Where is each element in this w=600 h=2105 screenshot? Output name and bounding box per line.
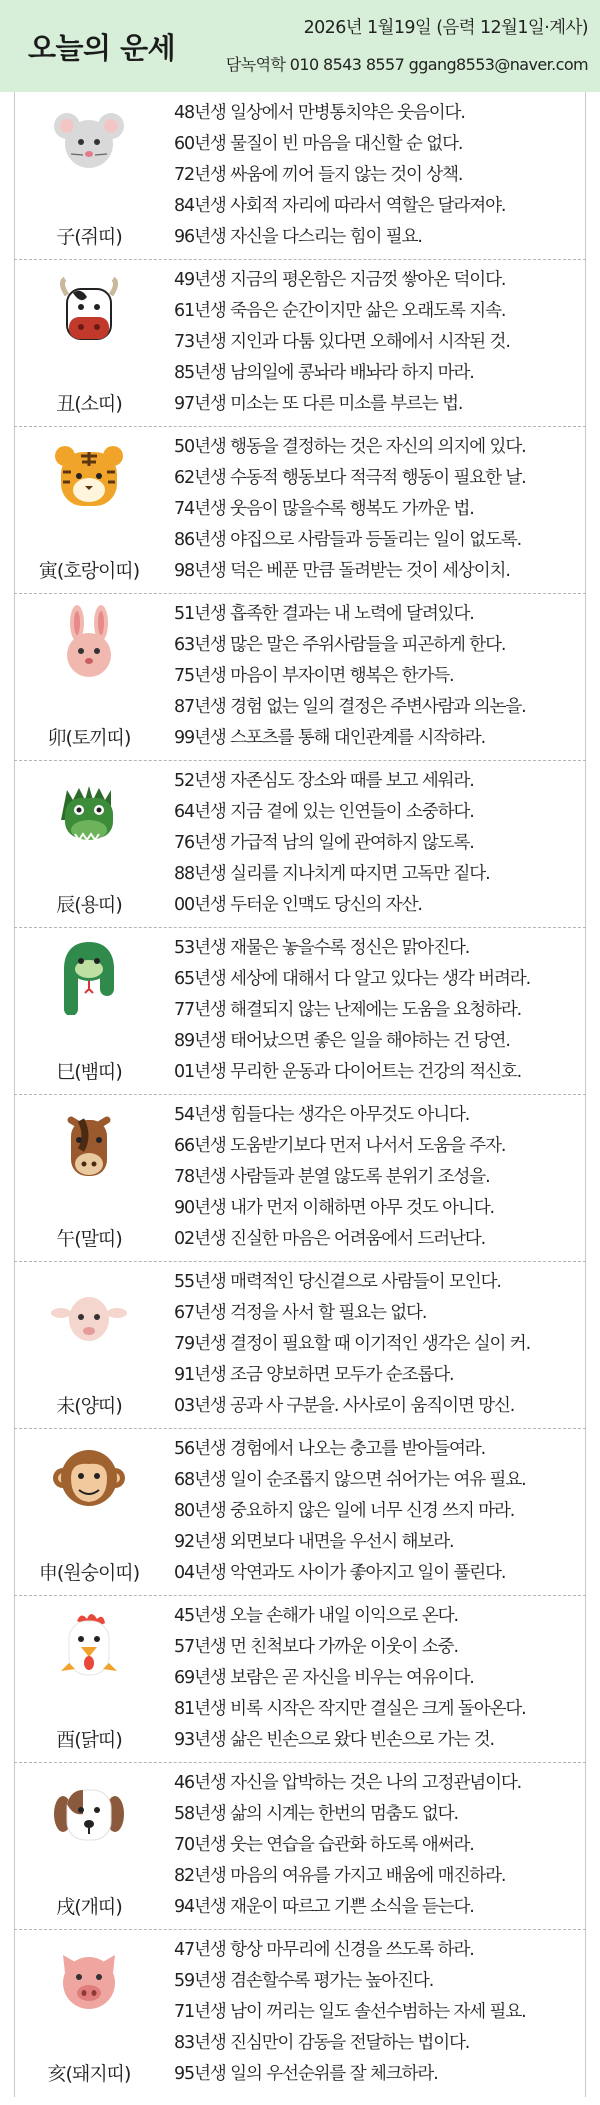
- zodiac-entry: [14, 1929, 586, 2096]
- animal-column: [14, 1929, 164, 2096]
- fortune-line: 46년생 자신을 압박하는 것은 나의 고정관념이다.: [174, 1773, 522, 1793]
- fortune-line: 87년생 경험 없는 일의 결정은 주변사람과 의논을.: [174, 697, 526, 717]
- fortune-line: 98년생 덕은 베푼 만큼 돌려받는 것이 세상이치.: [174, 561, 510, 581]
- fortune-line: 53년생 재물은 놓을수록 정신은 맑아진다.: [174, 938, 470, 958]
- zodiac-label: 亥(돼지띠): [47, 2063, 131, 2085]
- fortune-line: 65년생 세상에 대해서 다 알고 있다는 생각 버려라.: [174, 969, 531, 989]
- zodiac-entry: [14, 92, 586, 259]
- fortune-line: 82년생 마음의 여유를 가지고 배움에 매진하라.: [174, 1866, 506, 1886]
- zodiac-entry: [14, 927, 586, 1094]
- fortune-lines: [174, 432, 579, 587]
- fortune-line: 74년생 웃음이 많을수록 행복도 가까운 법.: [174, 499, 474, 519]
- fortune-lines: [174, 98, 579, 253]
- fortune-line: 73년생 지인과 다툼 있다면 오해에서 시작된 것.: [174, 332, 510, 352]
- fortune-line: 88년생 실리를 지나치게 따지면 고독만 짙다.: [174, 864, 490, 884]
- fortune-lines: [174, 1768, 579, 1923]
- fortune-line: 49년생 지금의 평온함은 지금껏 쌓아온 덕이다.: [174, 270, 506, 290]
- zodiac-label: 寅(호랑이띠): [38, 560, 140, 582]
- zodiac-label: 丑(소띠): [56, 393, 122, 415]
- snake-icon: [51, 939, 127, 1015]
- fortune-line: 59년생 겸손할수록 평가는 높아진다.: [174, 1971, 434, 1991]
- fortune-line: 04년생 악연과도 사이가 좋아지고 일이 풀린다.: [174, 1563, 506, 1583]
- fortune-line: 99년생 스포츠를 통해 대인관계를 시작하라.: [174, 728, 486, 748]
- fortune-line: 45년생 오늘 손해가 내일 이익으로 온다.: [174, 1606, 458, 1626]
- dog-icon: [51, 1774, 127, 1850]
- animal-column: [14, 259, 164, 426]
- animal-column: [14, 92, 164, 259]
- fortune-line: 78년생 사람들과 분열 않도록 분위기 조성을.: [174, 1167, 490, 1187]
- ox-icon: [51, 271, 127, 347]
- fortune-line: 76년생 가급적 남의 일에 관여하지 않도록.: [174, 833, 474, 853]
- animal-column: [14, 1094, 164, 1261]
- date-line: 2026년 1월19일 (음력 12월1일·계사): [303, 18, 588, 38]
- fortune-line: 94년생 재운이 따르고 기쁜 소식을 듣는다.: [174, 1897, 474, 1917]
- fortune-line: 91년생 조금 양보하면 모두가 순조롭다.: [174, 1365, 454, 1385]
- rat-icon: [51, 104, 127, 180]
- animal-column: [14, 760, 164, 927]
- fortune-line: 00년생 두터운 인맥도 당신의 자산.: [174, 895, 422, 915]
- zodiac-label: 未(양띠): [56, 1395, 122, 1417]
- fortune-lines: [174, 599, 579, 754]
- fortune-lines: [174, 1935, 579, 2090]
- fortune-lines: [174, 1601, 579, 1756]
- zodiac-entry: [14, 426, 586, 593]
- zodiac-label: 巳(뱀띠): [56, 1061, 122, 1083]
- fortune-line: 95년생 일의 우선순위를 잘 체크하라.: [174, 2064, 438, 2084]
- fortune-line: 79년생 결정이 필요할 때 이기적인 생각은 실이 커.: [174, 1334, 531, 1354]
- contact-line: 담녹역학 010 8543 8557 ggang8553@naver.com: [225, 55, 588, 74]
- animal-column: [14, 927, 164, 1094]
- pig-icon: [51, 1941, 127, 2017]
- fortune-line: 80년생 중요하지 않은 일에 너무 신경 쓰지 마라.: [174, 1501, 515, 1521]
- fortune-line: 68년생 일이 순조롭지 않으면 쉬어가는 여유 필요.: [174, 1470, 526, 1490]
- fortune-line: 75년생 마음이 부자이면 행복은 한가득.: [174, 666, 454, 686]
- animal-column: [14, 1595, 164, 1762]
- zodiac-entry: [14, 1094, 586, 1261]
- fortune-lines: [174, 933, 579, 1088]
- fortune-line: 83년생 진심만이 감동을 전달하는 법이다.: [174, 2033, 470, 2053]
- fortune-line: 51년생 흡족한 결과는 내 노력에 달려있다.: [174, 604, 474, 624]
- rooster-icon: [51, 1607, 127, 1683]
- fortune-line: 70년생 웃는 연습을 습관화 하도록 애써라.: [174, 1835, 474, 1855]
- fortune-line: 01년생 무리한 운동과 다이어트는 건강의 적신호.: [174, 1062, 522, 1082]
- dragon-icon: [51, 772, 127, 848]
- fortune-line: 86년생 야집으로 사람들과 등돌리는 일이 없도록.: [174, 530, 522, 550]
- rabbit-icon: [51, 605, 127, 681]
- fortune-line: 64년생 지금 곁에 있는 인연들이 소중하다.: [174, 802, 474, 822]
- fortune-line: 84년생 사회적 자리에 따라서 역할은 달라져야.: [174, 196, 506, 216]
- zodiac-label: 申(원숭이띠): [38, 1562, 140, 1584]
- animal-column: [14, 426, 164, 593]
- fortune-line: 48년생 일상에서 만병통치약은 웃음이다.: [174, 103, 465, 123]
- fortune-line: 90년생 내가 먼저 이해하면 아무 것도 아니다.: [174, 1198, 494, 1218]
- animal-column: [14, 1261, 164, 1428]
- zodiac-label: 卯(토끼띠): [47, 727, 131, 749]
- fortune-line: 56년생 경험에서 나오는 충고를 받아들여라.: [174, 1439, 486, 1459]
- animal-column: [14, 1428, 164, 1595]
- zodiac-entry: [14, 1595, 586, 1762]
- fortune-lines: [174, 1267, 579, 1422]
- fortune-line: 93년생 삶은 빈손으로 왔다 빈손으로 가는 것.: [174, 1730, 494, 1750]
- fortune-line: 66년생 도움받기보다 먼저 나서서 도움을 주자.: [174, 1136, 506, 1156]
- fortune-line: 57년생 먼 친척보다 가까운 이웃이 소중.: [174, 1637, 458, 1657]
- zodiac-label: 戌(개띠): [56, 1896, 122, 1918]
- horse-icon: [51, 1106, 127, 1182]
- fortune-line: 92년생 외면보다 내면을 우선시 해보라.: [174, 1532, 454, 1552]
- zodiac-entry: [14, 1261, 586, 1428]
- fortune-line: 72년생 싸움에 끼어 들지 않는 것이 상책.: [174, 165, 463, 185]
- zodiac-label: 午(말띠): [56, 1228, 122, 1250]
- tiger-icon: [51, 438, 127, 514]
- fortune-line: 60년생 물질이 빈 마음을 대신할 순 없다.: [174, 134, 463, 154]
- fortune-line: 54년생 힘들다는 생각은 아무것도 아니다.: [174, 1105, 470, 1125]
- fortune-line: 61년생 죽음은 순간이지만 삶은 오래도록 지속.: [174, 301, 506, 321]
- fortune-line: 63년생 많은 말은 주위사람들을 피곤하게 한다.: [174, 635, 506, 655]
- fortune-lines: [174, 265, 579, 420]
- animal-column: [14, 1762, 164, 1929]
- fortune-lines: [174, 1434, 579, 1589]
- fortune-line: 50년생 행동을 결정하는 것은 자신의 의지에 있다.: [174, 437, 526, 457]
- fortune-lines: [174, 766, 579, 921]
- fortune-line: 96년생 자신을 다스리는 힘이 필요.: [174, 227, 422, 247]
- animal-column: [14, 593, 164, 760]
- fortune-line: 55년생 매력적인 당신곁으로 사람들이 모인다.: [174, 1272, 501, 1292]
- fortune-lines: [174, 1100, 579, 1255]
- monkey-icon: [51, 1440, 127, 1516]
- zodiac-label: 酉(닭띠): [56, 1729, 122, 1751]
- fortune-line: 85년생 남의일에 콩놔라 배놔라 하지 마라.: [174, 363, 474, 383]
- fortune-line: 52년생 자존심도 장소와 때를 보고 세워라.: [174, 771, 474, 791]
- zodiac-entry: [14, 1428, 586, 1595]
- page-title: 오늘의 운세: [28, 31, 176, 65]
- fortune-line: 47년생 항상 마무리에 신경을 쓰도록 하라.: [174, 1940, 474, 1960]
- zodiac-label: 子(쥐띠): [56, 226, 122, 248]
- fortune-line: 67년생 걱정을 사서 할 필요는 없다.: [174, 1303, 427, 1323]
- fortune-line: 58년생 삶의 시계는 한번의 멈춤도 없다.: [174, 1804, 458, 1824]
- fortune-line: 77년생 해결되지 않는 난제에는 도움을 요청하라.: [174, 1000, 522, 1020]
- zodiac-entry: [14, 760, 586, 927]
- zodiac-entry: [14, 1762, 586, 1929]
- fortune-line: 03년생 공과 사 구분을. 사사로이 움직이면 망신.: [174, 1396, 515, 1416]
- sheep-icon: [51, 1273, 127, 1349]
- zodiac-label: 辰(용띠): [56, 894, 122, 916]
- fortune-line: 02년생 진실한 마음은 어려움에서 드러난다.: [174, 1229, 486, 1249]
- zodiac-entry: [14, 593, 586, 760]
- fortune-line: 69년생 보람은 곧 자신을 비우는 여유이다.: [174, 1668, 474, 1688]
- fortune-line: 62년생 수동적 행동보다 적극적 행동이 필요한 날.: [174, 468, 526, 488]
- fortune-line: 89년생 태어났으면 좋은 일을 해야하는 건 당연.: [174, 1031, 510, 1051]
- zodiac-entry: [14, 259, 586, 426]
- header-banner: [0, 0, 600, 92]
- fortune-line: 81년생 비록 시작은 작지만 결실은 크게 돌아온다.: [174, 1699, 526, 1719]
- fortune-line: 97년생 미소는 또 다른 미소를 부르는 법.: [174, 394, 463, 414]
- fortune-line: 71년생 남이 꺼리는 일도 솔선수범하는 자세 필요.: [174, 2002, 526, 2022]
